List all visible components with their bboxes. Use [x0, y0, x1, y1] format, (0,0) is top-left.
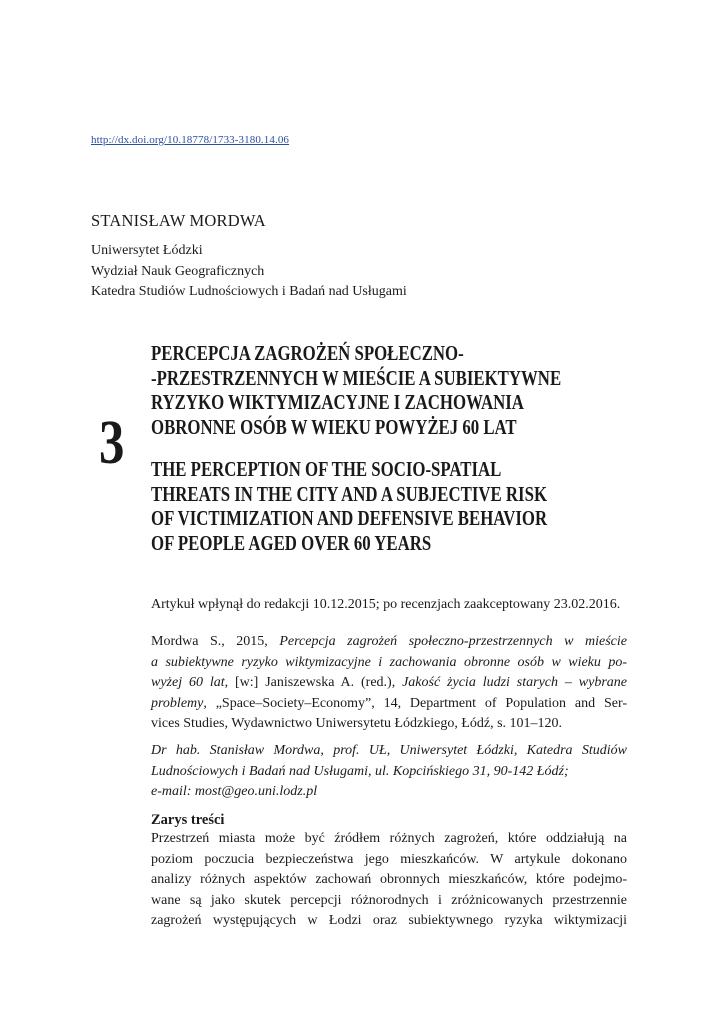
- abstract-line: zagrożeń występujących w Łodzi oraz subiektywnego ryzyka wiktymizacji: [151, 913, 627, 928]
- title-polish-line: -PRZESTRZENNYCH W MIEŚCIE A SUBIEKTYWNE: [151, 365, 562, 390]
- abstract-line: poziom poczucia bezpieczeństwa jego mieszkańców. W artykule dokonano: [151, 851, 627, 867]
- citation-line: [151, 653, 627, 674]
- title-polish-line: RYZYKO WIKTYMIZACYJNE I ZACHOWANIA: [151, 390, 524, 415]
- citation-line: [151, 632, 627, 653]
- chapter-number: 3: [99, 409, 125, 477]
- citation-book-title: problemy: [151, 695, 204, 711]
- doi-link[interactable]: http://dx.doi.org/10.18778/1733-3180.14.06: [91, 134, 290, 146]
- citation-text: , [w:] Janiszewska A. (red.),: [224, 675, 403, 690]
- citation-text: vices Studies, Wydawnictwo Uniwersytetu Łódzkiego, Łódź, s. 101–120.: [151, 716, 563, 731]
- citation-text: , „Space–Society–Economy”, 14, Department of Population and Ser-: [203, 695, 627, 711]
- title-english: [151, 457, 599, 555]
- citation-book-title: Jakość życia ludzi starych – wybrane: [402, 675, 627, 690]
- abstract-line: wane są jako skutek percepcji różnorodnych i zróżnicowanych przestrzennie: [151, 892, 627, 908]
- title-polish-line: OBRONNE OSÓB W WIEKU POWYŻEJ 60 LAT: [151, 414, 517, 439]
- title-english-line: THREATS IN THE CITY AND A SUBJECTIVE RISK: [151, 481, 548, 506]
- affiliation-faculty: Wydział Nauk Geograficznych: [91, 263, 265, 279]
- citation-title: Percepcja zagrożeń społeczno-przestrzennych w mieście: [279, 634, 627, 649]
- title-english-line: OF VICTIMIZATION AND DEFENSIVE BEHAVIOR: [151, 506, 548, 531]
- citation-line: [151, 694, 627, 715]
- title-polish-line: PERCEPCJA ZAGROŻEŃ SPOŁECZNO-: [151, 341, 464, 365]
- citation-text: Mordwa S., 2015,: [151, 634, 280, 649]
- affiliation-university: Uniwersytet Łódzki: [91, 243, 203, 258]
- title-english-line: OF PEOPLE AGED OVER 60 YEARS: [151, 530, 432, 555]
- address-line: Ludnościowych i Badań nad Usługami, ul. Kopcińskiego 31, 90-142 Łódź;: [151, 763, 569, 779]
- address-line: Dr hab. Stanisław Mordwa, prof. UŁ, Uniwersytet Łódzki, Katedra Studiów: [151, 743, 627, 758]
- author-name: STANISŁAW MORDWA: [91, 211, 266, 230]
- citation-line: [151, 714, 627, 735]
- affiliation-department: Katedra Studiów Ludnościowych i Badań nad Usługami: [91, 284, 407, 299]
- title-english-line: THE PERCEPTION OF THE SOCIO-SPATIAL: [151, 457, 502, 481]
- author-address: [151, 741, 627, 803]
- abstract-line: analizy różnych aspektów zachowań obronnych mieszkańców, które podejmo-: [151, 872, 627, 887]
- address-email: e-mail: most@geo.uni.lodz.pl: [151, 784, 318, 799]
- title-polish: [151, 341, 599, 439]
- citation-line: [151, 673, 627, 694]
- abstract-text: [151, 829, 627, 932]
- abstract-heading: Zarys treści: [151, 812, 225, 828]
- abstract-line: Przestrzeń miasta może być źródłem różnych zagrożeń, które oddziałują na: [151, 831, 627, 846]
- affiliation: [91, 241, 407, 303]
- citation-title: wyżej 60 lat: [151, 675, 225, 690]
- received-note: Artykuł wpłynął do redakcji 10.12.2015; po recenzjach zaakceptowany 23.02.2016.: [151, 597, 621, 612]
- citation-title: a subiektywne ryzyko wiktymizacyjne i zachowania obronne osób w wieku po-: [151, 654, 627, 670]
- citation: [151, 632, 627, 735]
